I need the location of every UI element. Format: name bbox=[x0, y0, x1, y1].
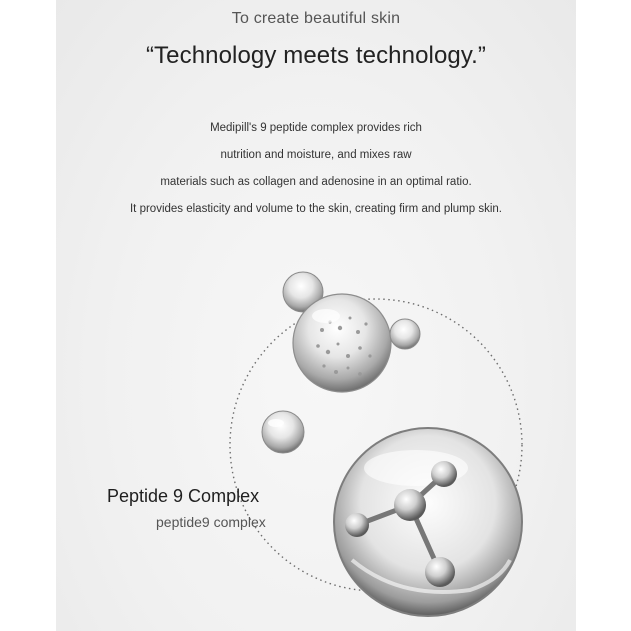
description-line-4: It provides elasticity and volume to the skin, creating firm and plump skin. bbox=[129, 203, 502, 215]
description-line-1: Medipill's 9 peptide complex provides rich bbox=[210, 122, 422, 134]
bubble-medium bbox=[293, 294, 391, 392]
description-line-2: nutrition and moisture, and mixes raw bbox=[220, 149, 412, 161]
bubble-small-left bbox=[262, 411, 304, 453]
ingredient-subname: peptide9 complex bbox=[156, 514, 266, 530]
bubble-small-right bbox=[390, 319, 420, 349]
section-headline: “Technology meets technology.” bbox=[145, 42, 487, 69]
ingredient-name: Peptide 9 Complex bbox=[107, 486, 260, 506]
section-subtitle: To create beautiful skin bbox=[231, 10, 401, 27]
description-line-3: materials such as collagen and adenosine in an optimal ratio. bbox=[160, 176, 472, 188]
